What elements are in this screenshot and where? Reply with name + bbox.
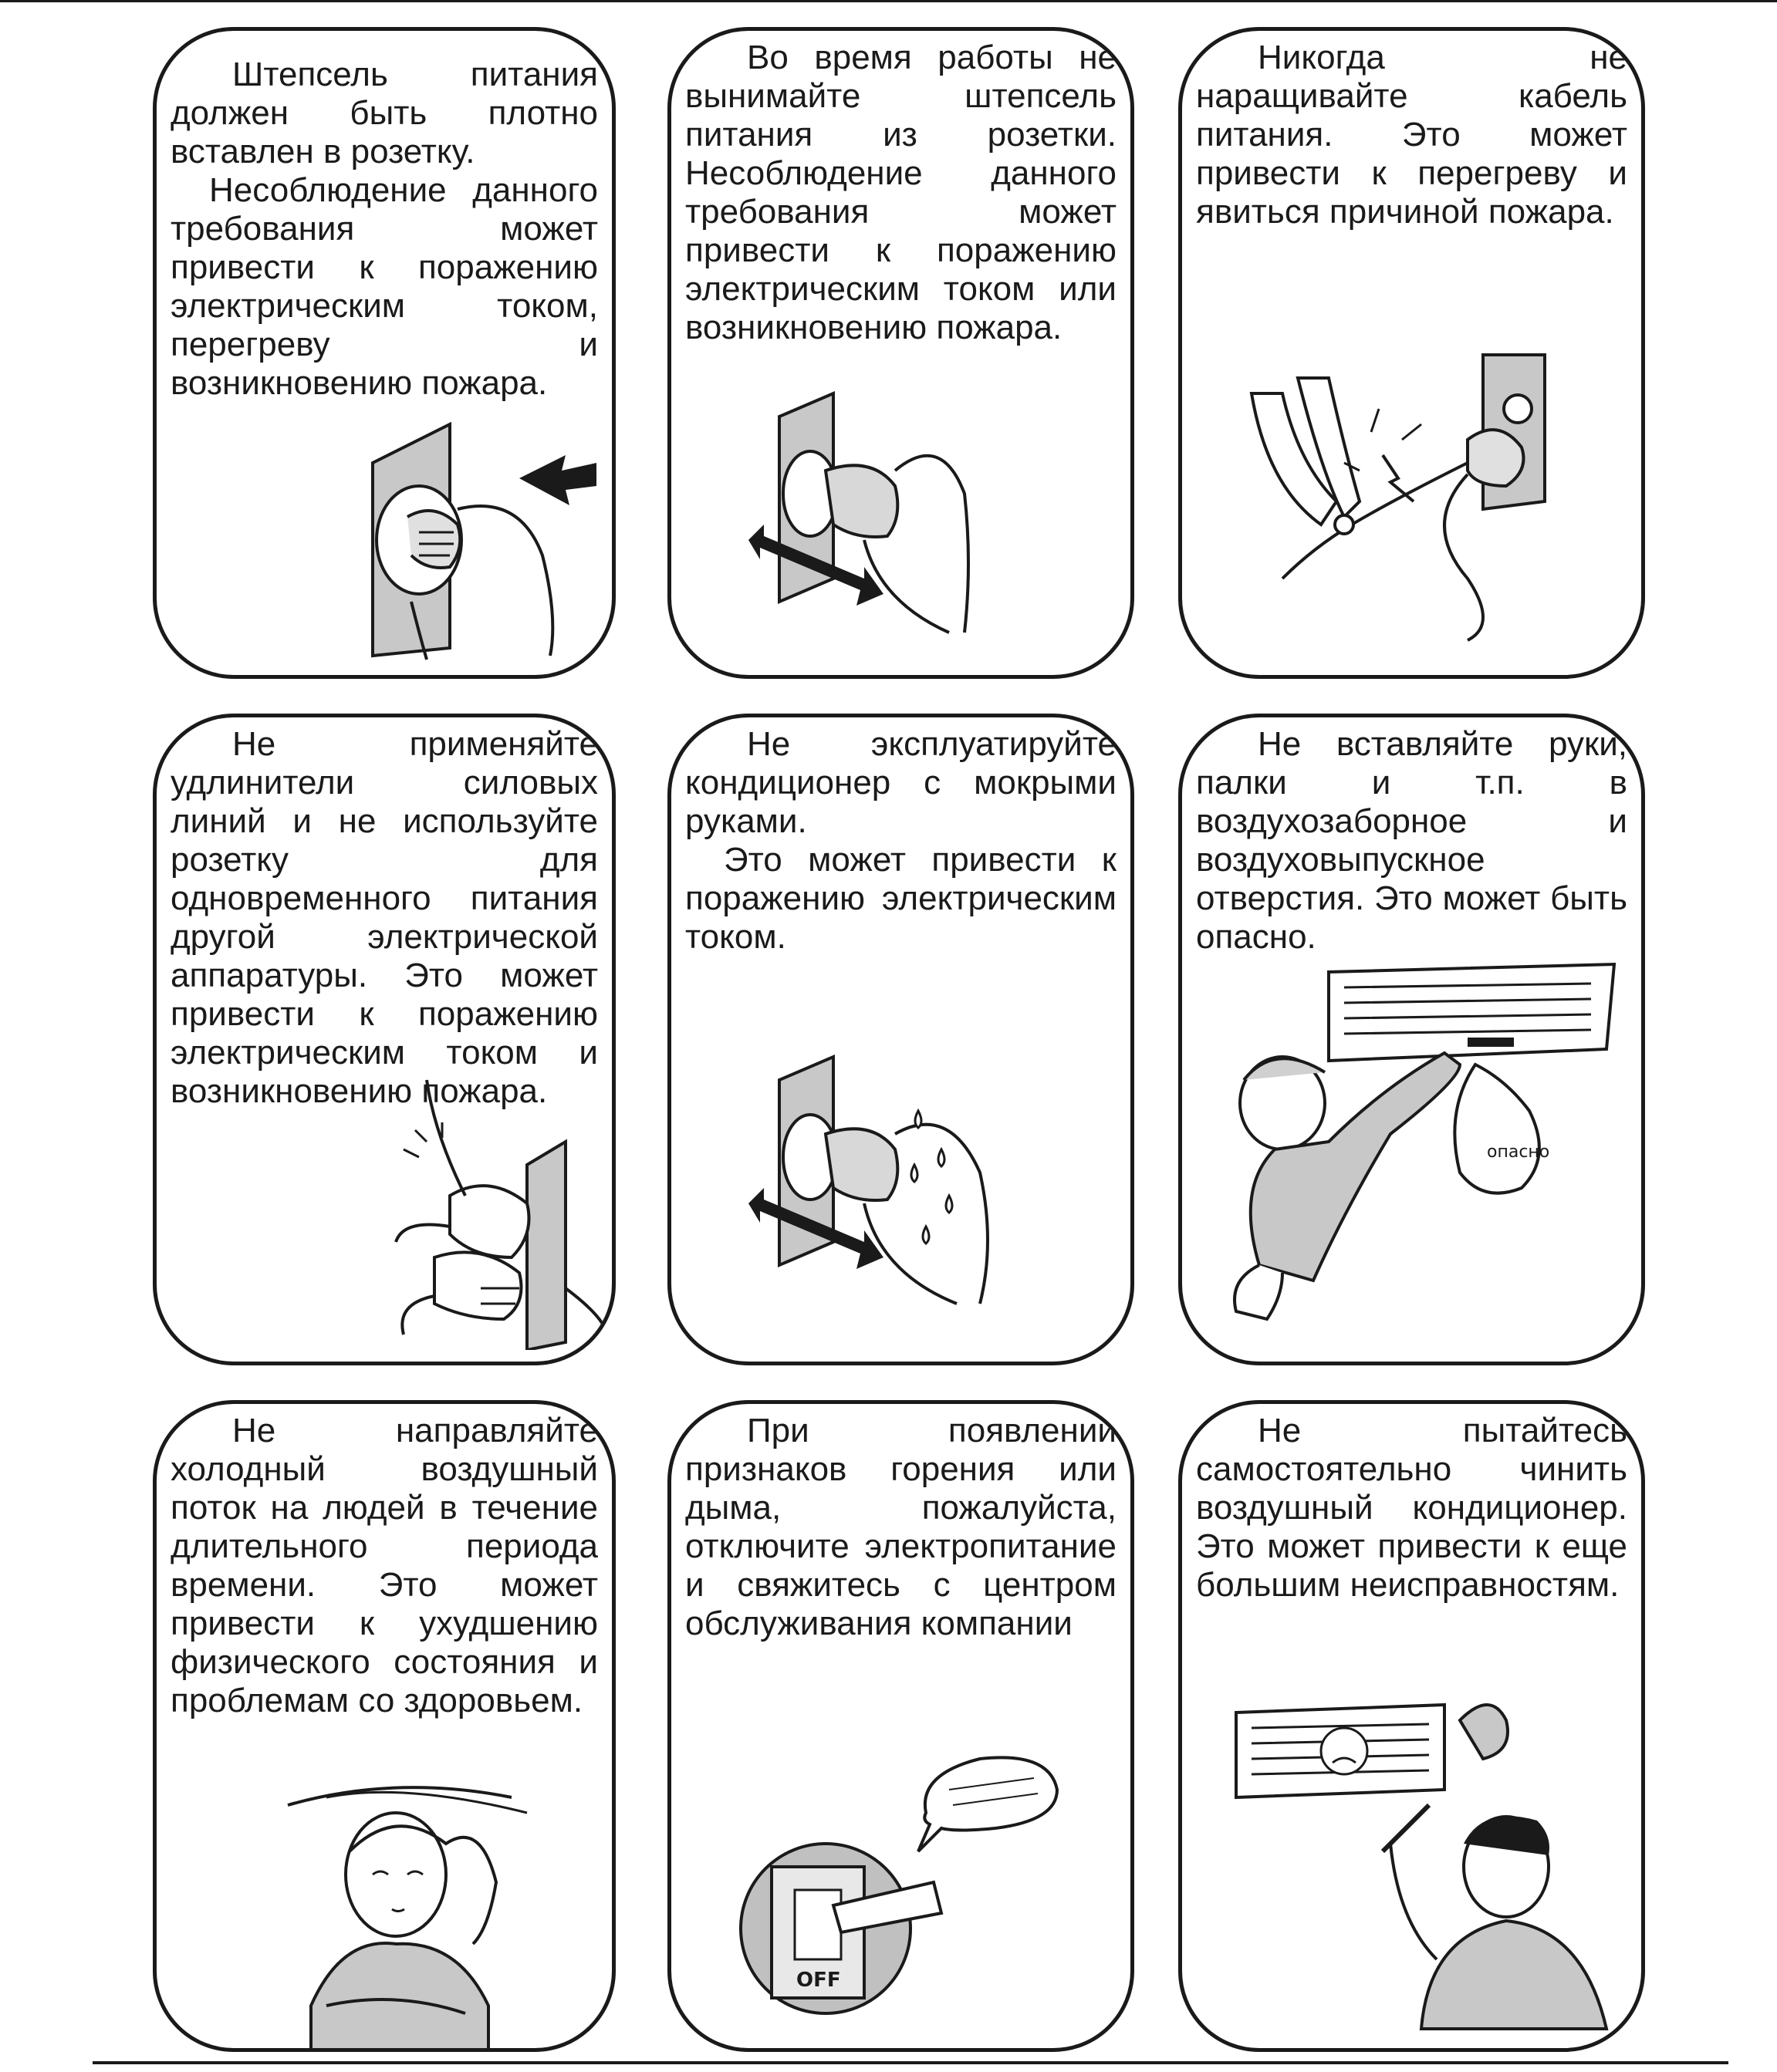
warning-card-no-hands-in-vents <box>1178 714 1645 1365</box>
card-paragraph: Это может привести к поражению электрическим током. <box>685 841 1117 956</box>
warning-card-no-self-repair <box>1178 1400 1645 2052</box>
warning-card-no-cold-airflow <box>153 1400 616 2052</box>
plug-socket-illustration <box>365 401 612 663</box>
off-switch-illustration <box>733 1743 1065 2021</box>
woman-cold-illustration <box>280 1774 558 2052</box>
multi-plug-illustration <box>388 1072 612 1350</box>
repairman-illustration <box>1228 1689 1630 2037</box>
card-paragraph: Не пытайтесь самостоятельно чинить воздушный кондиционер. Это может привести к еще большим неисправностям. <box>1196 1412 1627 1604</box>
warning-card-no-extend-cable <box>1178 27 1645 679</box>
child-air-conditioner-illustration <box>1213 957 1630 1342</box>
warning-card-no-unplug <box>667 27 1134 679</box>
card-text <box>671 39 1130 347</box>
card-text <box>1182 39 1641 231</box>
card-text <box>157 725 612 1111</box>
bottom-rule <box>93 2061 1728 2064</box>
warning-card-no-extension-cords <box>153 714 616 1365</box>
card-paragraph: Несоблюдение данного требования может привести к поражению электрическим током, перегреву и возникновению пожара. <box>171 171 598 402</box>
unplug-illustration <box>748 386 980 648</box>
card-paragraph: Не эксплуатируйте кондиционер с мокрыми руками. <box>685 725 1117 840</box>
warning-card-fire-smoke <box>667 1400 1134 2052</box>
card-paragraph: Никогда не наращивайте кабель питания. Это может привести к перегреву и явиться причиной пожара. <box>1196 39 1627 231</box>
wet-hand-plug-illustration <box>748 1049 1003 1327</box>
card-text <box>671 1412 1130 1643</box>
card-text <box>1182 725 1641 957</box>
card-text <box>157 1412 612 1720</box>
card-paragraph: При появлении признаков горения или дыма, пожалуйста, отключите электропитание и свяжитесь с центром обслуживания компании <box>685 1412 1117 1642</box>
card-paragraph: Не направляйте холодный воздушный поток на людей в течение длительного периода времени. Это может привести к ухудшению физического состояния и проблемам со здоровьем. <box>171 1412 598 1719</box>
warning-card-plug-insert <box>153 27 616 679</box>
card-paragraph: Не вставляйте руки, палки и т.п. в воздухозаборное и воздуховыпускное отверстия. Это может быть опасно. <box>1196 725 1627 956</box>
card-paragraph: Во время работы не вынимайте штепсель питания из розетки. Несоблюдение данного требования может привести к поражению электрическим током или возникновению пожара. <box>685 39 1117 346</box>
top-rule <box>0 0 1777 2</box>
card-text <box>157 56 612 403</box>
switch-off-label: OFF <box>796 1969 841 1992</box>
card-paragraph: Штепсель питания должен быть плотно вставлен в розетку. <box>171 56 598 170</box>
card-text <box>1182 1412 1641 1605</box>
card-paragraph: Не применяйте удлинители силовых линий и не используйте розетку для одновременного питания другой электрической аппаратуры. Это может привести к поражению электрическим током и возникновению пожара. <box>171 725 598 1110</box>
warning-card-no-wet-hands <box>667 714 1134 1365</box>
pliers-cable-illustration <box>1236 347 1599 648</box>
card-text <box>671 725 1130 957</box>
danger-bubble-text: опасно <box>1487 1142 1550 1162</box>
